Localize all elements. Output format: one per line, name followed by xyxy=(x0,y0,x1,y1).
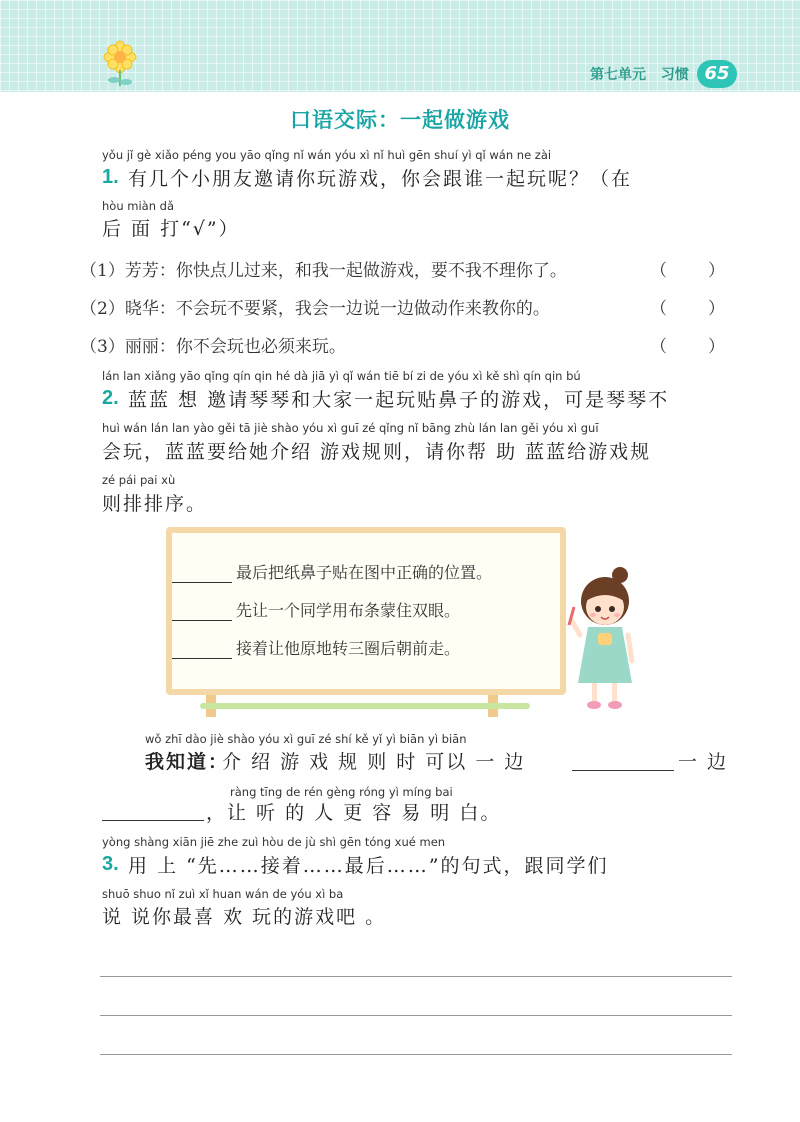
answer-line-3[interactable] xyxy=(100,1054,732,1055)
know-text-2: ，让 听 的 人 更 容 易 明 白。 xyxy=(206,802,502,824)
board-step-3 xyxy=(172,636,460,659)
question-2-pinyin-1: lán lan xiǎng yāo qǐng qín qin hé dà jiā yì qǐ wán tiē bí zi de yóu xì kě shì qín qin bú xyxy=(102,369,581,383)
question-2-pinyin-3: zé pái pai xù xyxy=(102,473,176,487)
page-header xyxy=(0,0,800,92)
question-1-text-1: 有几个小朋友邀请你玩游戏，你会跟谁一起玩呢？（在 xyxy=(128,168,633,190)
page-number: 65 xyxy=(697,60,737,88)
know-blank-1[interactable] xyxy=(572,770,674,771)
question-2-text-2: 会玩，蓝蓝要给她介绍 游戏规则，请你帮 助 蓝蓝给游戏规 xyxy=(102,441,652,463)
question-3-number: 3. xyxy=(102,853,119,875)
question-3-pinyin-2: shuō shuo nǐ zuì xǐ huan wán de yóu xì ba xyxy=(102,887,344,901)
girl-illustration xyxy=(560,565,650,715)
answer-line-2[interactable] xyxy=(100,1015,732,1016)
sunflower-icon xyxy=(98,40,142,88)
unit-tag xyxy=(590,64,699,84)
question-1-text-2: 后 面 打“√”） xyxy=(102,218,240,240)
answer-line-1[interactable] xyxy=(100,976,732,977)
question-3-text-1: 用 上 “先……接着……最后……”的句式，跟同学们 xyxy=(128,855,609,877)
order-blank-1[interactable] xyxy=(172,564,232,583)
question-1-pinyin-1: yǒu jǐ gè xiǎo péng you yāo qǐng nǐ wán yóu xì nǐ huì gēn shuí yì qǐ wán ne zài xyxy=(102,148,552,162)
know-label: 我知道： xyxy=(145,751,230,773)
order-blank-2[interactable] xyxy=(172,602,232,621)
question-2-number: 2. xyxy=(102,387,119,409)
question-1-number: 1. xyxy=(102,166,119,188)
question-2-text-3: 则排排序。 xyxy=(102,493,208,515)
board-step-2 xyxy=(172,598,460,621)
question-1-option-1: （1）芳芳：你快点儿过来，和我一起做游戏，要不我不理你了。 xyxy=(80,261,567,281)
board-grass xyxy=(200,703,530,709)
unit-label: 第七单元 xyxy=(590,67,646,83)
subject-label: 习惯 xyxy=(660,67,689,83)
answer-paren-2[interactable]: （ ） xyxy=(650,299,725,319)
know-blank-2[interactable] xyxy=(102,820,204,821)
order-blank-3[interactable] xyxy=(172,640,232,659)
question-1-option-3: （3）丽丽：你不会玩也必须来玩。 xyxy=(80,337,346,357)
page-title: 口语交际：一起做游戏 xyxy=(290,108,510,132)
question-2-text-1: 蓝蓝 想 邀请琴琴和大家一起玩贴鼻子的游戏，可是琴琴不 xyxy=(128,389,670,411)
know-pinyin-2: ràng tīng de rén gèng róng yì míng bai xyxy=(230,785,453,799)
question-2-pinyin-2: huì wán lán lan yào gěi tā jiè shào yóu xì guī zé qǐng nǐ bāng zhù lán lan gěi yóu xì guī xyxy=(102,421,599,435)
question-3-pinyin-1: yòng shàng xiān jiē zhe zuì hòu de jù shì gēn tóng xué men xyxy=(102,835,446,849)
answer-paren-3[interactable]: （ ） xyxy=(650,337,725,357)
board-step-2-text: 先让一个同学用布条蒙住双眼。 xyxy=(236,601,461,620)
board-step-1 xyxy=(172,560,492,583)
board-step-1-text: 最后把纸鼻子贴在图中正确的位置。 xyxy=(236,563,493,582)
answer-paren-1[interactable]: （ ） xyxy=(650,261,725,281)
question-1-option-2: （2）晓华：不会玩不要紧，我会一边说一边做动作来教你的。 xyxy=(80,299,550,319)
board-step-3-text: 接着让他原地转三圈后朝前走。 xyxy=(236,639,461,658)
know-pinyin-1: wǒ zhī dào jiè shào yóu xì guī zé shí kě yǐ yì biān yì biān xyxy=(145,732,467,746)
know-text-1b: 一 边 xyxy=(678,751,729,773)
know-text-1: 介 绍 游 戏 规 则 时 可以 一 边 xyxy=(222,751,526,773)
question-3-text-2: 说 说你最喜 欢 玩的游戏吧 。 xyxy=(102,906,387,928)
question-1-pinyin-2: hòu miàn dǎ xyxy=(102,199,175,213)
